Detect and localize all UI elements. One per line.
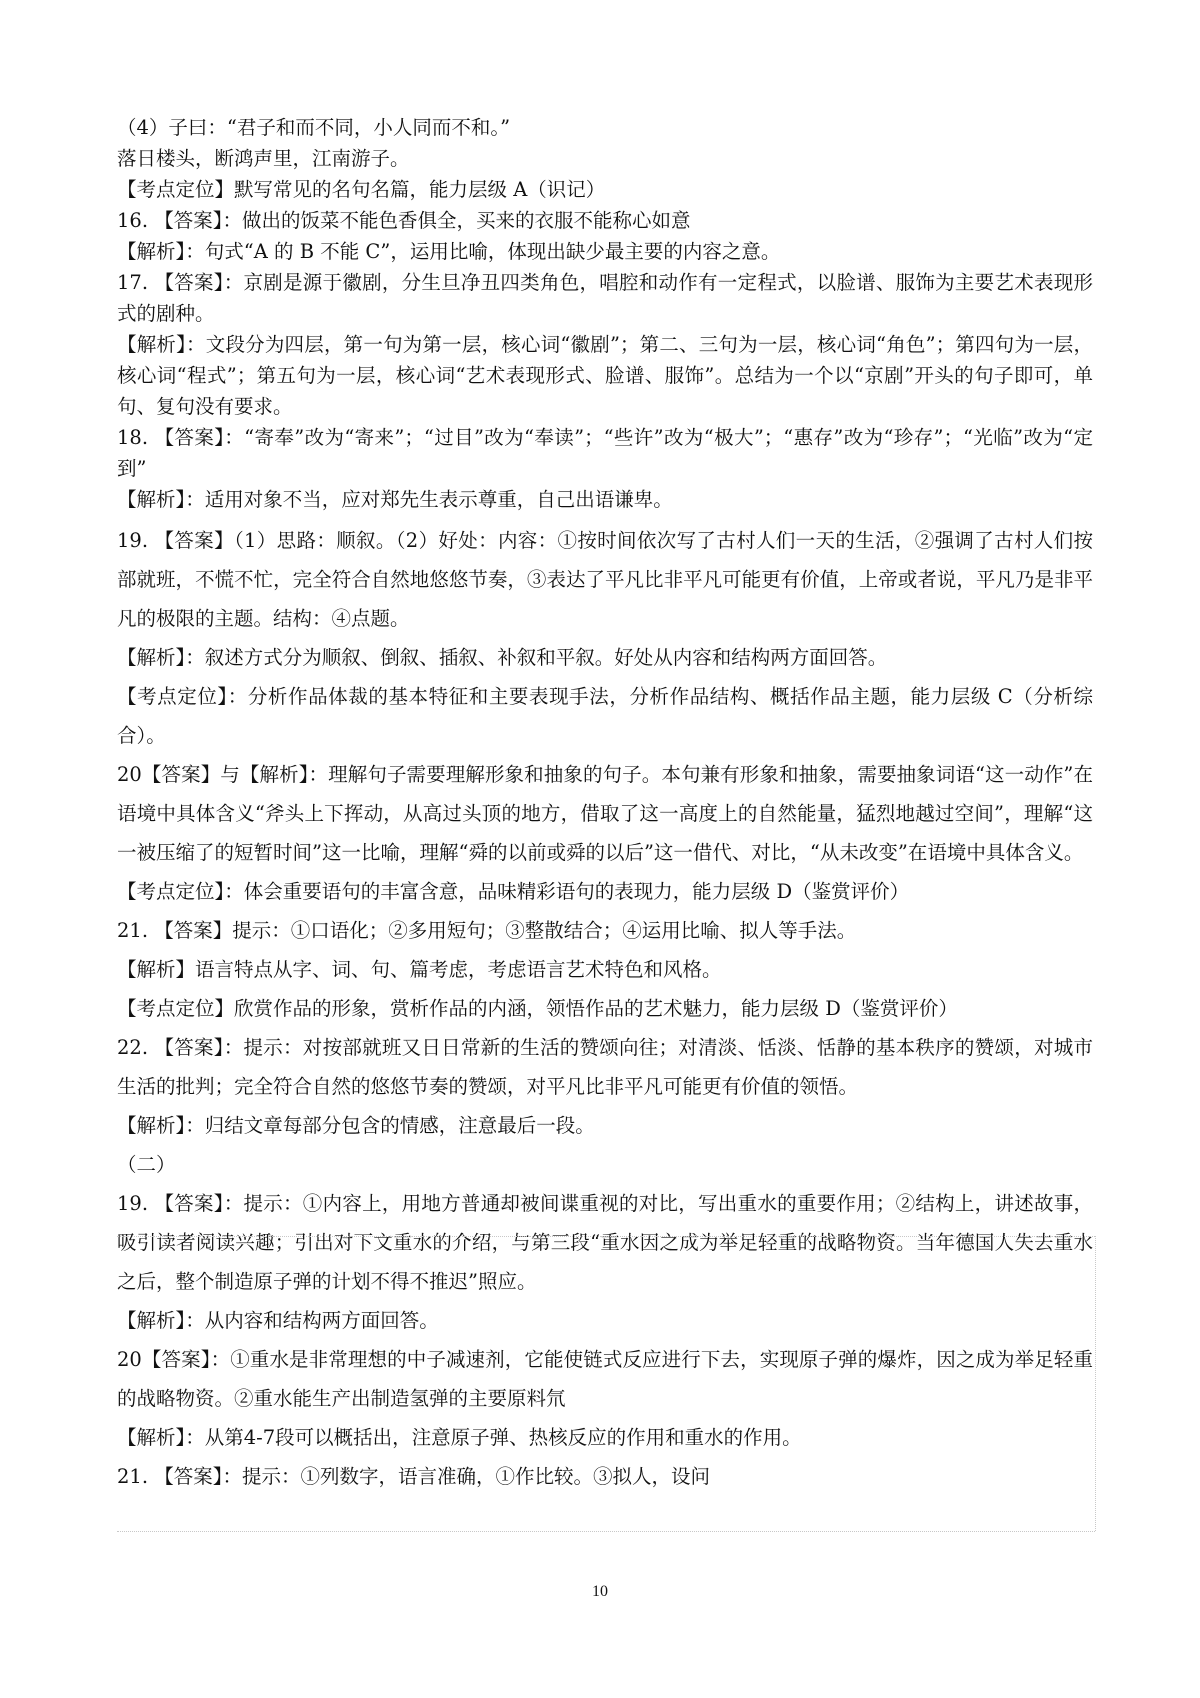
dotted-rule xyxy=(1095,1236,1096,1531)
answer-20-part-two: 20【答案】：①重水是非常理想的中子减速剂，它能使链式反应进行下去，实现原子弹的爆炸，因之成为举足轻重的战略物资。②重水能生产出制造氢弹的主要原料氘 xyxy=(117,1348,1093,1410)
answer-19: 19. 【答案】（1）思路：顺叙。（2）好处：内容：①按时间依次写了古村人们一天的生活，②强调了古村人们按部就班，不慌不忙，完全符合自然地悠悠节奏，③表达了平凡比非平凡可能更有价值，上帝或者说，平凡乃是非平凡的极限的主题。结构：④点题。 xyxy=(117,529,1093,630)
answer-line-recitation-4: （4）子曰：“君子和而不同，小人同而不和。” xyxy=(117,116,511,139)
analysis-21: 【解析】语言特点从字、词、句、篇考虑，考虑语言艺术特色和风格。 xyxy=(117,958,722,981)
answer-18: 18. 【答案】：“寄奉”改为“寄来”；“过目”改为“奉读”；“些许”改为“极大”；“惠存”改为“珍存”；“光临”改为“定到” xyxy=(117,426,1093,480)
answer-analysis-20: 20【答案】与【解析】：理解句子需要理解形象和抽象的句子。本句兼有形象和抽象，需要抽象词语“这一动作”在语境中具体含义“斧头上下挥动，从高过头顶的地方，借取了这一高度上的自然能量，猛烈地越过空间”，理解“这一被压缩了的短暂时间”这一比喻，理解“舜的以前或舜的以后”这一借代、对比，“从未改变”在语境中具体含义。 xyxy=(117,763,1093,864)
exam-point-21: 【考点定位】欣赏作品的形象，赏析作品的内涵，领悟作品的艺术魅力，能力层级 D（鉴赏评价） xyxy=(117,997,958,1020)
dotted-rule xyxy=(117,1236,1095,1237)
page-content xyxy=(117,112,1093,1496)
section-heading-two: （二） xyxy=(117,1153,176,1176)
exam-point-19: 【考点定位】：分析作品体裁的基本特征和主要表现手法，分析作品结构、概括作品主题，能力层级 C（分析综合）。 xyxy=(117,685,1093,747)
dotted-rule xyxy=(117,1531,1095,1532)
answer-line-recitation-verse: 落日楼头，断鸿声里，江南游子。 xyxy=(117,147,410,170)
answer-21: 21. 【答案】提示：①口语化；②多用短句；③整散结合；④运用比喻、拟人等手法。 xyxy=(117,919,857,942)
analysis-18: 【解析】：适用对象不当，应对郑先生表示尊重，自己出语谦卑。 xyxy=(117,488,673,511)
analysis-17: 【解析】：文段分为四层，第一句为第一层，核心词“徽剧”；第二、三句为一层，核心词“角色”；第四句为一层，核心词“程式”；第五句为一层，核心词“艺术表现形式、脸谱、服饰”。总结为一个以“京剧”开头的句子即可，单句、复句没有要求。 xyxy=(117,333,1093,418)
analysis-19: 【解析】：叙述方式分为顺叙、倒叙、插叙、补叙和平叙。好处从内容和结构两方面回答。 xyxy=(117,646,888,669)
answer-22: 22. 【答案】：提示：对按部就班又日日常新的生活的赞颂向往；对清淡、恬淡、恬静的基本秩序的赞颂，对城市生活的批判；完全符合自然的悠悠节奏的赞颂，对平凡比非平凡可能更有价值的领悟。 xyxy=(117,1036,1093,1098)
analysis-16: 【解析】：句式“A 的 B 不能 C”，运用比喻，体现出缺少最主要的内容之意。 xyxy=(117,240,781,263)
answer-16: 16. 【答案】：做出的饭菜不能色香俱全，买来的衣服不能称心如意 xyxy=(117,209,691,232)
page-number: 10 xyxy=(592,1583,608,1600)
analysis-22: 【解析】：归结文章每部分包含的情感，注意最后一段。 xyxy=(117,1114,595,1137)
analysis-19-part-two: 【解析】：从内容和结构两方面回答。 xyxy=(117,1309,439,1332)
exam-point-20: 【考点定位】：体会重要语句的丰富含意，品味精彩语句的表现力，能力层级 D（鉴赏评价） xyxy=(117,880,910,903)
analysis-20-part-two: 【解析】：从第4-7段可以概括出，注意原子弹、热核反应的作用和重水的作用。 xyxy=(117,1426,802,1449)
answer-17: 17. 【答案】：京剧是源于徽剧，分生旦净丑四类角色，唱腔和动作有一定程式，以脸谱、服饰为主要艺术表现形式的剧种。 xyxy=(117,271,1093,325)
exam-point-line: 【考点定位】默写常见的名句名篇，能力层级 A（识记） xyxy=(117,178,606,201)
answer-19-part-two: 19. 【答案】：提示：①内容上，用地方普通却被间谍重视的对比，写出重水的重要作用；②结构上，讲述故事，吸引读者阅读兴趣；引出对下文重水的介绍，与第三段“重水因之成为举足轻重的战略物资。当年德国人失去重水之后，整个制造原子弹的计划不得不推迟”照应。 xyxy=(117,1192,1093,1293)
answer-21-part-two: 21. 【答案】：提示：①列数字，语言准确，①作比较。③拟人，设问 xyxy=(117,1465,710,1488)
